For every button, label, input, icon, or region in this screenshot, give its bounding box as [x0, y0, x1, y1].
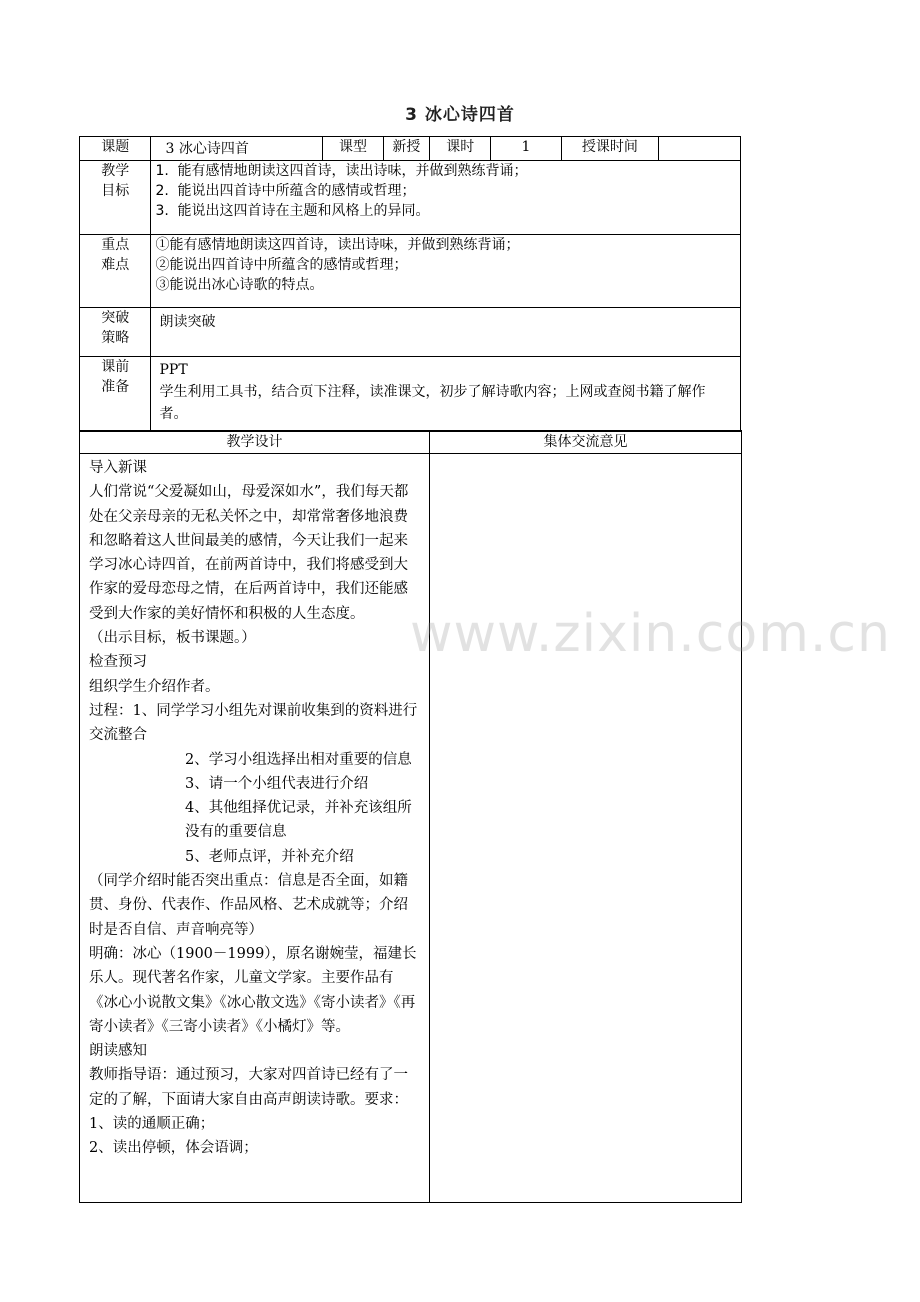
comments-header: 集体交流意见	[430, 431, 742, 454]
prep-line: PPT	[159, 362, 188, 378]
design-content	[80, 454, 430, 1203]
process-step: 3、请一个小组代表进行介绍	[185, 775, 369, 792]
prep-label-line: 课前	[101, 359, 130, 375]
keys-label	[80, 235, 151, 308]
lesson-info-table	[79, 136, 741, 432]
goal-number: 2.	[155, 183, 169, 199]
goal-item	[155, 201, 736, 221]
goal-text: 能说出这四首诗在主题和风格上的异同。	[177, 203, 430, 219]
prep-label	[80, 357, 151, 432]
key-points	[151, 235, 741, 308]
process-step: 2、学习小组选择出相对重要的信息	[185, 751, 412, 768]
keys-label-line: 重点	[101, 237, 130, 253]
time-label: 授课时间	[561, 137, 658, 161]
section-heading: 朗读感知	[89, 1043, 147, 1060]
goal-text: 能有感情地朗读这四首诗，读出诗味，并做到熟练背诵；	[177, 163, 528, 179]
goals-label	[80, 161, 151, 235]
paragraph: 2、读出停顿，体会语调；	[89, 1140, 258, 1157]
course-label: 课题	[80, 137, 151, 161]
goal-item	[155, 161, 736, 181]
paragraph: （同学介绍时能否突出重点：信息是否全面，如籍贯、身份、代表作、作品风格、艺术成就等；介绍时是否自信、声音响亮等）	[89, 873, 408, 938]
design-header: 教学设计	[80, 431, 430, 454]
process-step: 5、老师点评，并补充介绍	[185, 848, 354, 865]
strategy-label-line: 突破	[101, 310, 130, 326]
paragraph: 明确：冰心（1900－1999），原名谢婉莹，福建长乐人。现代著名作家，儿童文学家。主要作品有《冰心小说散文集》《冰心散文选》《寄小读者》《再寄小读者》《三寄小读者》《小橘灯》等。	[89, 945, 417, 1035]
goal-number: 1.	[155, 163, 169, 179]
key-point: ③能说出冰心诗歌的特点。	[155, 277, 324, 293]
process-step: 4、其他组择优记录，并补充该组所没有的重要信息	[185, 800, 412, 841]
paragraph: （出示目标，板书课题。）	[89, 630, 256, 647]
key-point: ②能说出四首诗中所蕴含的感情或哲理；	[155, 257, 408, 273]
goals-label-line: 目标	[101, 183, 130, 199]
keys-label-line: 难点	[101, 257, 130, 273]
process-step: 过程：1、同学学习小组先对课前收集到的资料进行交流整合	[89, 702, 418, 744]
prep-line: 学生利用工具书，结合页下注释，读准课文，初步了解诗歌内容；上网或查阅书籍了解作者。	[159, 384, 706, 422]
type-value: 新授	[383, 137, 430, 161]
strategy-label-line: 策略	[101, 330, 130, 346]
paragraph: 教师指导语：通过预习，大家对四首诗已经有了一定的了解，下面请大家自由高声朗读诗歌。要求：1、读的通顺正确；	[89, 1067, 408, 1133]
document-title: 3 冰心诗四首	[405, 105, 515, 125]
hours-label: 课时	[430, 137, 491, 161]
goal-number: 3.	[155, 203, 169, 219]
teaching-goals	[151, 161, 741, 235]
goal-item	[155, 181, 736, 201]
strategy-value: 朗读突破	[151, 308, 741, 357]
paragraph: 人们常说“父爱凝如山，母爱深如水”，我们每天都处在父亲母亲的无私关怀之中，却常常奢侈地浪费和忽略着这人世间最美的感情，今天让我们一起来学习冰心诗四首，在前两首诗中，我们将感受到大作家的爱母恋母之情，在后两首诗中，我们还能感受到大作家的美好情怀和积极的人生态度。	[89, 484, 409, 622]
goal-text: 能说出四首诗中所蕴含的感情或哲理；	[177, 183, 416, 199]
prep-value	[151, 357, 741, 432]
hours-value: 1	[491, 137, 561, 161]
lesson-design-table	[79, 430, 742, 1203]
course-value: 3 冰心诗四首	[151, 137, 323, 161]
goals-label-line: 教学	[101, 163, 130, 179]
paragraph: 组织学生介绍作者。	[89, 678, 220, 695]
section-heading: 导入新课	[89, 460, 147, 476]
prep-label-line: 准备	[101, 379, 130, 395]
comments-content	[430, 454, 742, 1203]
type-label: 课型	[323, 137, 383, 161]
section-heading: 检查预习	[89, 654, 147, 671]
watermark: www.zixin.com.cn	[410, 604, 891, 664]
key-point: ①能有感情地朗读这四首诗，读出诗味，并做到熟练背诵；	[155, 237, 520, 253]
time-value	[659, 137, 741, 161]
strategy-label	[80, 308, 151, 357]
